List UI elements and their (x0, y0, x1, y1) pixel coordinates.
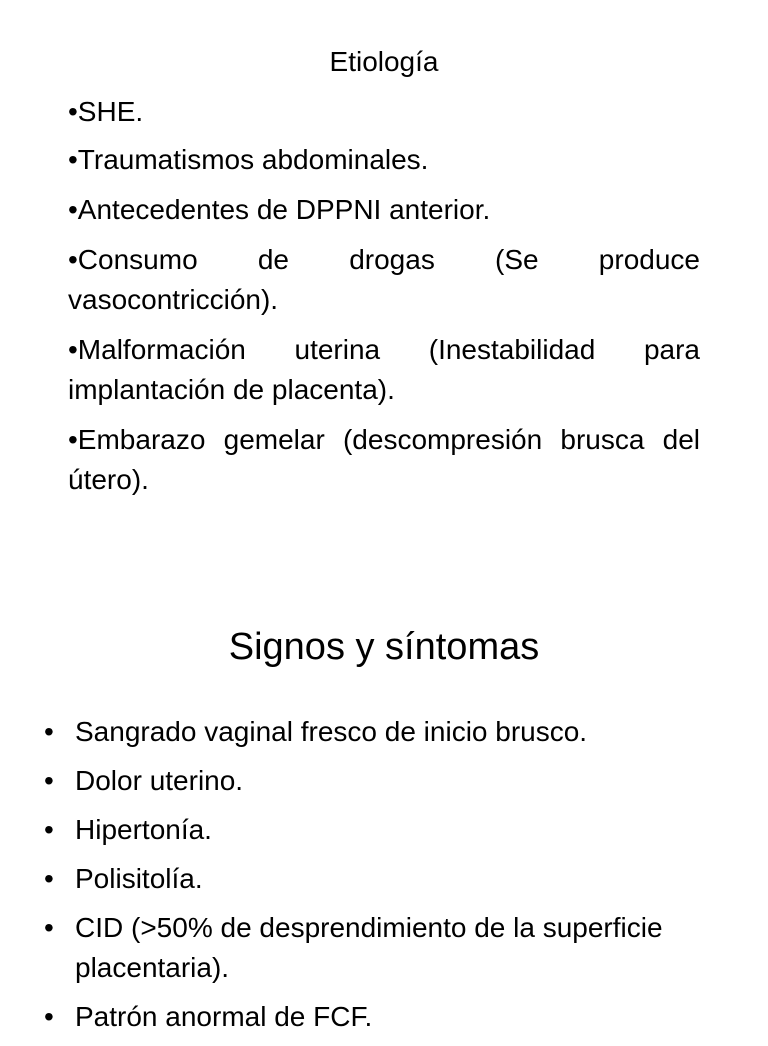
list-item-text: CID (>50% de desprendimiento de la superficie placentaria). (75, 912, 663, 983)
list-item-text: Dolor uterino. (75, 765, 244, 796)
list-item (44, 997, 684, 1037)
list-item: •Consumo de drogas (Se produce vasocontricción). (68, 244, 700, 315)
bullet-icon: • (44, 863, 54, 894)
list-item (44, 908, 684, 988)
list-item: •Embarazo gemelar (descompresión brusca del útero). (68, 424, 700, 495)
list-item-text: Hipertonía. (75, 814, 212, 845)
etiologia-list (68, 92, 700, 510)
slide-title: Etiología (329, 46, 439, 77)
signos-list (44, 712, 684, 1046)
list-item: •Traumatismos abdominales. (68, 144, 429, 175)
bullet-icon: • (44, 814, 54, 845)
list-item: •Antecedentes de DPPNI anterior. (68, 194, 491, 225)
slide-title: Signos y síntomas (228, 626, 540, 668)
list-item (44, 761, 684, 801)
bullet-icon: • (44, 765, 54, 796)
list-item-text: Sangrado vaginal fresco de inicio brusco. (75, 716, 588, 747)
bullet-icon: • (44, 912, 54, 943)
list-item (44, 859, 684, 899)
list-item (44, 810, 684, 850)
list-item (44, 712, 684, 752)
list-item-text: Patrón anormal de FCF. (75, 1001, 373, 1032)
bullet-icon: • (44, 716, 54, 747)
bullet-icon: • (44, 1001, 54, 1032)
list-item: •Malformación uterina (Inestabilidad para implantación de placenta). (68, 334, 700, 405)
slide-signos-sintomas (0, 600, 768, 1032)
list-item: •SHE. (68, 96, 144, 127)
list-item-text: Polisitolía. (75, 863, 203, 894)
